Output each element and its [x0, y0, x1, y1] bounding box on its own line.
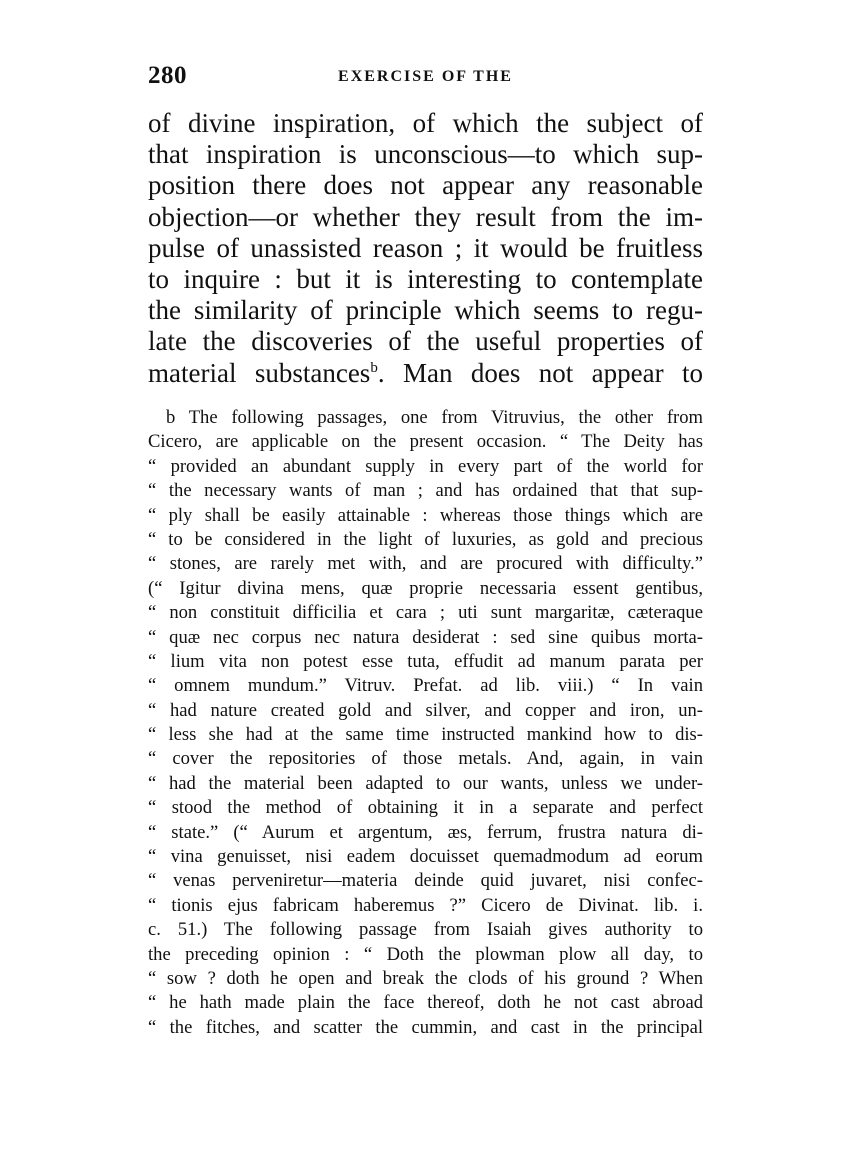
footnote-line: b The following passages, one from Vitruvius, the other from [166, 407, 703, 428]
body-line: to inquire : but it is interesting to contemplate [148, 263, 703, 294]
footnote-line: “ provided an abundant supply in every part of the world for [148, 455, 703, 477]
footnote-line: “ tionis ejus fabricam haberemus ?” Cicero de Divinat. lib. i. [148, 894, 703, 916]
running-head: EXERCISE OF THE [338, 68, 513, 85]
body-line: objection—or whether they result from the im- [148, 201, 703, 232]
footnote-line: “ lium vita non potest esse tuta, effudit ad manum parata per [148, 650, 703, 672]
body-line-last-text: material substances [148, 357, 371, 388]
page-header [148, 62, 703, 102]
footnote [148, 406, 703, 1040]
footnote-reference-marker: b [370, 359, 378, 376]
footnote-line: “ had nature created gold and silver, and copper and iron, un- [148, 699, 703, 721]
page-number: 280 [148, 62, 187, 89]
body-line: late the discoveries of the useful properties of [148, 326, 703, 357]
footnote-line: c. 51.) The following passage from Isaiah gives authority to [148, 919, 703, 941]
footnote-line: “ the necessary wants of man ; and has ordained that that sup- [148, 480, 703, 502]
footnote-line: Cicero, are applicable on the present occasion. “ The Deity has [148, 431, 703, 453]
main-text [148, 108, 703, 389]
footnote-line: “ cover the repositories of those metals. And, again, in vain [148, 748, 703, 770]
footnote-line: “ sow ? doth he open and break the clods of his ground ? When [148, 967, 703, 989]
footnote-line: “ less she had at the same time instructed mankind how to dis- [148, 724, 703, 746]
footnote-line: “ venas perveniretur—materia deinde quid juvaret, nisi confec- [148, 870, 703, 892]
body-line: position there does not appear any reasonable [148, 170, 703, 201]
footnote-line: “ to be considered in the light of luxuries, as gold and precious [148, 528, 703, 550]
body-line: of divine inspiration, of which the subject of [148, 108, 703, 138]
footnote-line: “ omnem mundum.” Vitruv. Prefat. ad lib. viii.) “ In vain [148, 675, 703, 697]
footnote-line: “ he hath made plain the face thereof, doth he not cast abroad [148, 992, 703, 1014]
footnote-line: the preceding opinion : “ Doth the plowman plow all day, to [148, 943, 703, 965]
footnote-line: (“ Igitur divina mens, quæ proprie necessaria essent gentibus, [148, 577, 703, 599]
footnote-line: “ the fitches, and scatter the cummin, and cast in the principal [148, 1016, 703, 1038]
body-line: that inspiration is unconscious—to which sup- [148, 139, 703, 170]
body-line: the similarity of principle which seems to regu- [148, 295, 703, 326]
footnote-line: “ stones, are rarely met with, and are procured with difficulty.” [148, 553, 703, 575]
footnote-line: “ non constituit difficilia et cara ; uti sunt margaritæ, cæteraque [148, 602, 703, 624]
footnote-line: “ vina genuisset, nisi eadem docuisset quemadmodum ad eorum [148, 846, 703, 868]
body-line: pulse of unassisted reason ; it would be fruitless [148, 232, 703, 263]
footnote-line: “ ply shall be easily attainable : whereas those things which are [148, 504, 703, 526]
footnote-line: “ had the material been adapted to our wants, unless we under- [148, 772, 703, 794]
body-line-last [148, 358, 703, 389]
footnote-line: “ state.” (“ Aurum et argentum, æs, ferrum, frustra natura di- [148, 821, 703, 843]
body-line-last-tail: . Man does not appear to [377, 357, 703, 388]
footnote-line: “ stood the method of obtaining it in a separate and perfect [148, 797, 703, 819]
footnote-line: “ quæ nec corpus nec natura desiderat : sed sine quibus morta- [148, 626, 703, 648]
